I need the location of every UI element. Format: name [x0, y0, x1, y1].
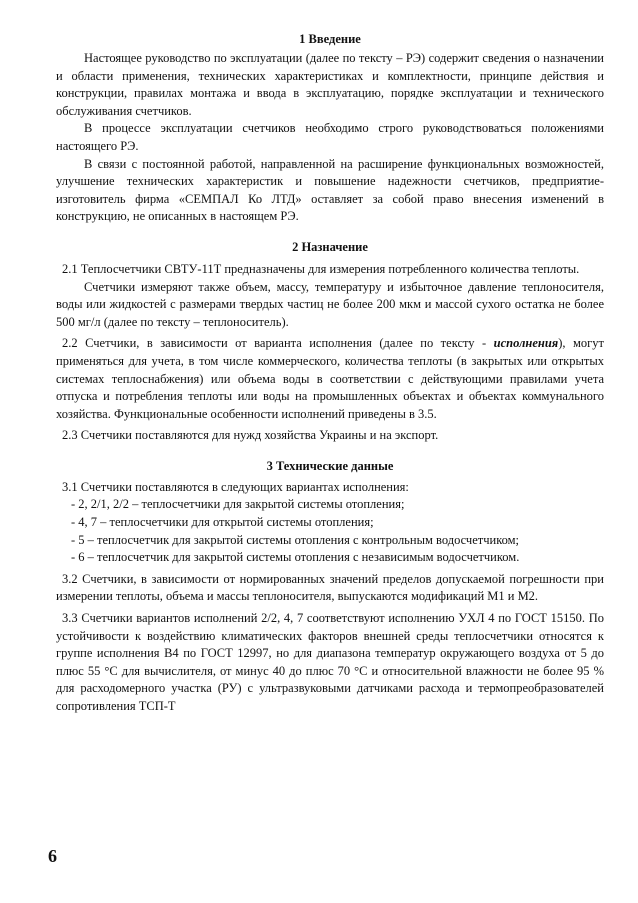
- intro-paragraph-2: В процессе эксплуатации счетчиков необходимо строго руководствоваться положениями настоящего РЭ.: [56, 121, 604, 153]
- term-ispolneniya: исполнения: [493, 336, 559, 351]
- section-1-heading: 1 Введение: [299, 32, 361, 46]
- intro-paragraph-1: Настоящее руководство по эксплуатации (далее по тексту – РЭ) содержит сведения о назначении и области применения, технических характеристиках и комплектности, принципе действия и конструкции, правилах монтажа и ввода в эксплуатацию, порядке эксплуатации и технического обслуживания счетчиков.: [56, 51, 604, 118]
- list-item: - 5 – теплосчетчик для закрытой системы отопления с контрольным водосчетчиком;: [71, 532, 520, 547]
- clause-2-1-continued: Счетчики измеряют также объем, массу, температуру и избыточное давление теплоносителя, воды или жидкостей с размерами твердых частиц не более 200 мкм и массой сухого остатка не более 500 мг/л (далее по тексту – теплоноситель).: [56, 279, 604, 329]
- list-item: - 4, 7 – теплосчетчики для открытой системы отопления;: [71, 515, 374, 530]
- clause-3-3: 3.3 Счетчики вариантов исполнений 2/2, 4, 7 соответствуют исполнению УХЛ 4 по ГОСТ 15150. По устойчивости к воздействию климатических факторов внешней среды теплосчетчики относятся к группе исполнения В4 по ГОСТ 12997, но для диапазона температур окружающего воздуха от 5 до плюс 55 °С для вычислителя, от минус 40 до плюс 70 °С и относительной влажности не более 95 % для расходомерного участка (РУ) с ультразвуковыми датчиками расхода и термопреобразователей сопротивления ТСП-Т: [56, 611, 604, 713]
- clause-2-1: 2.1 Теплосчетчики СВТУ-11Т предназначены для измерения потребленного количества теплоты.: [62, 261, 580, 276]
- clause-2-2-text-end: ), могут применяться для учета, в том числе коммерческого, количества теплоты (в закрытых или открытых системах теплоснабжения) или объема воды в соответствии с действующими правилами учета отпуска и потребления теплоты или воды на промышленных объектах и объектах коммунального хозяйства. Функциональные особенности исполнений приведены в 3.5.: [56, 336, 604, 421]
- document-page: [56, 30, 604, 716]
- clause-3-2: 3.2 Счетчики, в зависимости от нормированных значений пределов допускаемой погрешности при измерении теплоты, объема и массы теплоносителя, выпускаются модификаций М1 и М2.: [56, 571, 604, 604]
- page-number: 6: [48, 846, 57, 866]
- list-item: - 6 – теплосчетчик для закрытой системы отопления с независимым водосчетчиком.: [71, 550, 520, 565]
- clause-2-3: 2.3 Счетчики поставляются для нужд хозяйства Украины и на экспорт.: [62, 428, 439, 443]
- section-2-heading: 2 Назначение: [292, 239, 368, 254]
- clause-3-1: 3.1 Счетчики поставляются в следующих вариантах исполнения:: [62, 479, 409, 494]
- clause-2-2: [56, 335, 604, 423]
- section-3-heading: 3 Технические данные: [266, 458, 394, 473]
- intro-paragraph-3: В связи с постоянной работой, направленной на расширение функциональных возможностей, улучшение технических характеристик и повышение надежности счетчиков, предприятие-изготовитель фирма «СЕМПАЛ Ко ЛТД» оставляет за собой право внесения изменений в конструкцию, не описанных в настоящем РЭ.: [56, 156, 604, 224]
- list-item: - 2, 2/1, 2/2 – теплосчетчики для закрытой системы отопления;: [71, 497, 405, 512]
- clause-2-2-text-start: 2.2 Счетчики, в зависимости от варианта исполнения (далее по тексту -: [62, 336, 494, 351]
